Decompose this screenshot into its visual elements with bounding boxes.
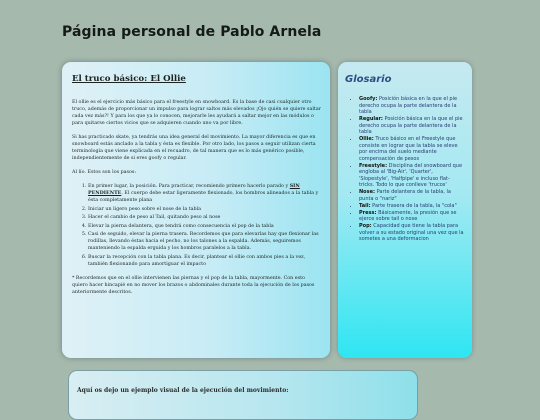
glossary-item: • Goofy: Posición básica en la que el pie derecho ocupa la parte delantera de la tabla xyxy=(359,96,464,116)
video-caption: Aquí os dejo un ejemplo visual de la ejecución del movimiento: xyxy=(77,387,289,394)
glossary-item: • Freestyle: Disciplina del snowboard que engloba al 'Big-Air', 'Quarter', 'Slopestyle', 'Halfpipe' e incluso flat-tricks. Todo lo que conlleve 'trucos' xyxy=(359,163,464,189)
glossary-list xyxy=(345,96,464,243)
step-item: 2. Iniciar un ligero peso sobre el nose de la tabla xyxy=(88,206,321,213)
steps-list xyxy=(72,183,321,268)
article-paragraph-1: El ollie es el ejercicio más básico para el freestyle en snowboard. Es la base de casi cualquier otro truco, además de proporcionar un impulso para lograr saltos más elevados ¡Ojo quién se quiere saltar cada vez más?! Y para los que ya lo conocen, mejorarle les ayudará a saltar mejor en las módulos o para quitarse ciertos vicios que se adquieren cuando uno va por libre. xyxy=(72,100,321,126)
glossary-title: Glosario xyxy=(345,74,392,85)
article-note: * Recordemos que en el ollie intervienen las piernas y el pop de la tabla, mayormente. Con esto quiero hacer hincapié en no mover los brazos o abdominales durante toda la ejecución de los pasos anteriormente descritos. xyxy=(72,275,315,295)
glossary-item: • Regular: Posición básica en la que el pie derecho ocupa la parte delantera de la tabla xyxy=(359,116,464,136)
step-item: 6. Buscar la recepción con la tabla plana. Es decir, plantear el ollie con ambos pies a la vez, también flexionando para amortiguar el impacto xyxy=(88,254,321,268)
step-item: 4. Elevar la pierna delantera, que tendrá como consecuencia el pop de la tabla xyxy=(88,223,321,230)
step-item: 3. Hacer el cambio de peso al Tail, quitando peso al nose xyxy=(88,214,321,221)
glossary-item: • Press: Básicamente, la presión que se ejerce sobre tail o nose xyxy=(359,210,464,223)
glossary-item: • Nose: Parte delantera de la tabla, la punta o "nariz" xyxy=(359,189,464,202)
glossary-item: • Ollie: Truco básico en el Freestyle que consiste en lograr que la tabla se eleve por encima del suelo mediante compensación de pesos xyxy=(359,136,464,162)
glossary-item: • Tail: Parte trasera de la tabla, la "cola" xyxy=(359,203,464,210)
glossary-panel xyxy=(338,62,472,358)
step-item: 5. Casi de seguido, elevar la pierna trasera. Recordemos que para elevarlas hay que flexionar las rodillas, llevando éstas hacia el pecho, no los talones a la espalda. Además, seguiremos manteniendo la espalda erguida y los hombros paralelos a la tabla. xyxy=(88,231,321,252)
glossary-item: • Pop: Capacidad que tiene la tabla para volver a su estado original una vez que la sometes a una deformacion xyxy=(359,223,464,243)
no-slope-emphasis: SIN PENDIENTE xyxy=(88,183,300,196)
video-section xyxy=(68,370,418,420)
page-title: Página personal de Pablo Arnela xyxy=(62,24,322,40)
article-title: El truco básico: El Ollie xyxy=(72,74,186,84)
article-paragraph-3: Al lío. Estos son los pasos: xyxy=(72,170,136,175)
article-paragraph-2: Si has practicado skate, ya tendrás una idea general del movimiento. La mayor diferencia es que en snowboard estás anclado a la tabla y ésta es flexible. Por otro lado, los pasos a seguir utilizan cierta terminología que viene explicada en el recuadro, de tal manera que es lo más genérico posible, independientemente de si eres goofy o regular. xyxy=(72,135,316,161)
step-item: 1. En primer lugar, la posición. Para practicar, recomiendo primero hacerlo parado y SIN PENDIENTE. El cuerpo debe estar ligeramente flexionado, los hombros alineados a la tabla y ésta completamente plana xyxy=(88,183,321,204)
article-card xyxy=(62,62,330,358)
